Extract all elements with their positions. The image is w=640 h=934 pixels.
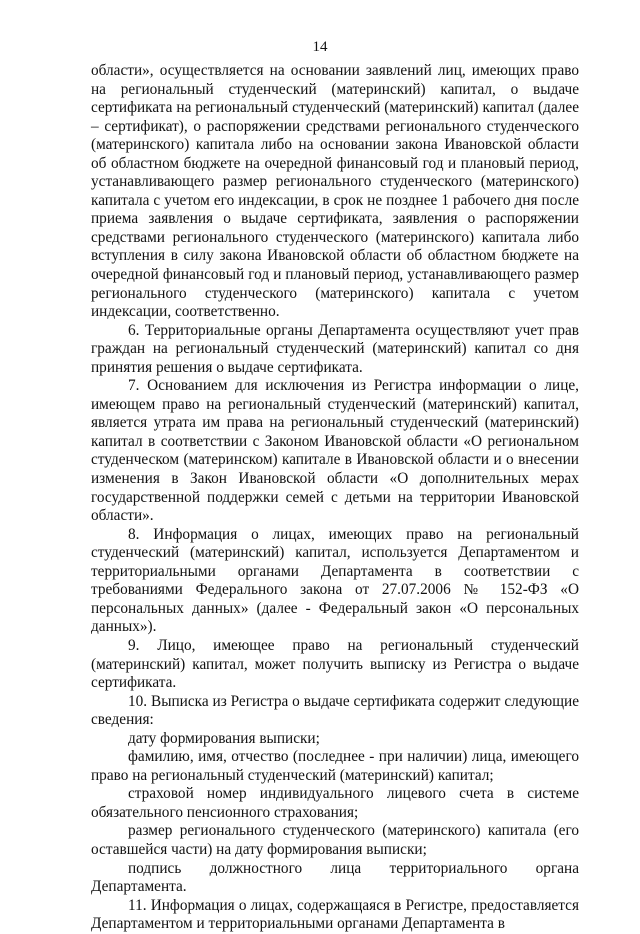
paragraph-continuation: области», осуществляется на основании заявлений лиц, имеющих право на региональный студенческий (материнский) капитал, о выдаче сертификата на региональный студенческий (материнский) капитал (далее – сертификат), о распоряжении средствами регионального студенческого (материнского) капитала либо на основании закона Ивановской области об областном бюджете на очередной финансовый год и плановый период, устанавливающего размер регионального студенческого (материнского) капитала с учетом его индексации, в срок не позднее 1 рабочего дня после приема заявления о выдаче сертификата, заявления о распоряжении средствами регионального студенческого (материнского) капитала либо вступления в силу закона Ивановской области об областном бюджете на очередной финансовый год и плановый период, устанавливающего размер регионального студенческого (материнского) капитала с учетом индексации, соответственно. [91,62,579,321]
paragraph-11: 11. Информация о лицах, содержащаяся в Регистре, предоставляется Департаментом и территориальными органами Департамента в [91,896,579,933]
paragraph-8: 8. Информация о лицах, имеющих право на региональный студенческий (материнский) капитал, используется Департаментом и территориальными органами Департамента в соответствии с требованиями Федерального закона от 27.07.2006 № 152-ФЗ «О персональных данных» (далее - Федеральный закон «О персональных данных»). [91,525,579,636]
paragraph-10: 10. Выписка из Регистра о выдаче сертификата содержит следующие сведения: [91,692,579,729]
document-body [91,62,579,934]
paragraph-9: 9. Лицо, имеющее право на региональный студенческий (материнский) капитал, может получить выписку из Регистра о выдаче сертификата. [91,636,579,692]
paragraph-7: 7. Основанием для исключения из Регистра информации о лице, имеющем право на региональный студенческий (материнский) капитал, является утрата им права на региональный студенческий (материнский) капитал в соответствии с Законом Ивановской области «О региональном студенческом (материнском) капитале в Ивановской области и о внесении изменения в Закон Ивановской области «О дополнительных мерах государственной поддержки семей с детьми на территории Ивановской области». [91,377,579,525]
list-item-insurance-number: страховой номер индивидуального лицевого счета в системе обязательного пенсионного страхования; [91,785,579,821]
list-item-capital-amount: размер регионального студенческого (материнского) капитала (его оставшейся части) на дату формирования выписки; [91,822,579,858]
list-item-full-name: фамилию, имя, отчество (последнее - при наличии) лица, имеющего право на региональный студенческий (материнский) капитал; [91,748,579,784]
list-item-extract-date: дату формирования выписки; [128,729,320,747]
page-number: 14 [312,39,328,55]
list-item-signature: подпись должностного лица территориального органа Департамента. [91,859,579,896]
paragraph-6: 6. Территориальные органы Департамента осуществляют учет прав граждан на региональный студенческий (материнский) капитал со дня принятия решения о выдаче сертификата. [91,321,579,376]
